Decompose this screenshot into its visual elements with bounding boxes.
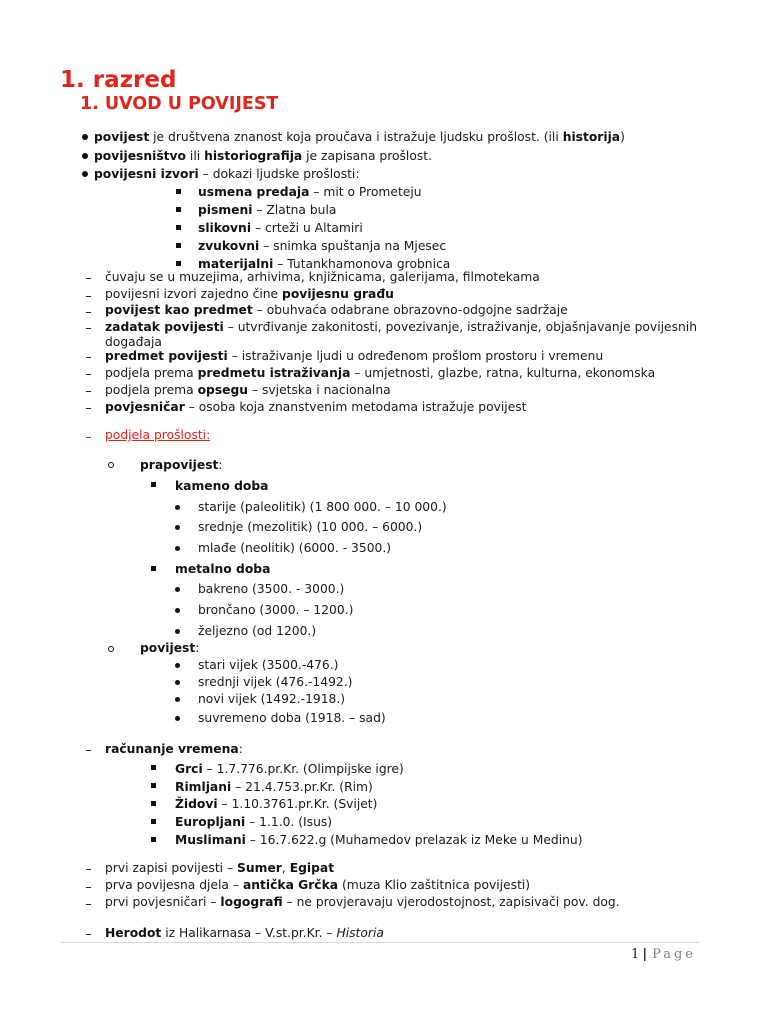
square-bullet-icon: [176, 207, 181, 212]
bullet-icon: [175, 525, 180, 530]
bullet-icon: [175, 629, 180, 634]
section-number: 1.: [80, 94, 99, 114]
dash-bullet-icon: [86, 357, 91, 358]
bullet-icon: [82, 153, 88, 159]
square-bullet-icon: [151, 783, 156, 788]
source-item-5: materijalni – Tutankhamonova grobnica: [198, 257, 451, 271]
stone-item-3: mlađe (neolitik) (6000. - 3500.): [198, 541, 392, 555]
dash-bullet-icon: [86, 904, 91, 905]
stone-item-2: srednje (mezolitik) (10 000. – 6000.): [198, 520, 423, 534]
dash-bullet-icon: [86, 328, 91, 329]
dash-bullet-icon: [86, 437, 91, 438]
bullet-icon: [82, 134, 88, 140]
intro-item-1: povijest je društvena znanost koja proučava i istražuje ljudsku prošlost. (ili historija): [82, 130, 625, 145]
metal-item-2: brončano (3000. – 1200.): [198, 603, 354, 617]
page-title: 1. razred: [60, 67, 177, 93]
dash-item-2: povijesni izvori zajedno čine povijesnu građu: [105, 287, 394, 301]
bullet-icon: [175, 716, 180, 721]
bullet-icon: [175, 587, 180, 592]
dash-item-4: zadatak povijesti – utvrđivanje zakonitosti, povezivanje, istraživanje, objašnjavanje povijesnih događaja: [105, 320, 698, 349]
dash-bullet-icon: [86, 934, 91, 935]
bullet-icon: [175, 697, 180, 702]
history-item-3: novi vijek (1492.-1918.): [198, 692, 346, 706]
intro-item-2: povijesništvo ili historiografija je zapisana prošlost.: [82, 149, 432, 164]
square-bullet-icon: [176, 261, 181, 266]
bullet-icon: [82, 171, 88, 177]
stone-age-label: kameno doba: [175, 479, 269, 493]
dash-bullet-icon: [86, 374, 91, 375]
dash-bullet-icon: [86, 278, 91, 279]
dash-bullet-icon: [86, 312, 91, 313]
square-bullet-icon: [151, 819, 156, 824]
square-bullet-icon: [151, 482, 156, 487]
intro-item-3: povijesni izvori – dokazi ljudske prošlosti:: [82, 167, 360, 182]
time-item-1: Grci – 1.7.776.pr.Kr. (Olimpijske igre): [175, 762, 404, 776]
square-bullet-icon: [176, 189, 181, 194]
section-title-text: UVOD U POVIJEST: [104, 94, 279, 114]
prehistory-label: prapovijest:: [140, 458, 223, 472]
dash-bullet-icon: [86, 296, 91, 297]
square-bullet-icon: [151, 837, 156, 842]
square-bullet-icon: [176, 225, 181, 230]
bullet-icon: [175, 546, 180, 551]
dash-bullet-icon: [86, 750, 91, 751]
source-item-4: zvukovni – snimka spuštanja na Mjesec: [198, 239, 447, 253]
dash-item-3: povijest kao predmet – obuhvaća odabrane obrazovno-odgojne sadržaje: [105, 303, 568, 317]
dash-item-1: čuvaju se u muzejima, arhivima, knjižnicama, galerijama, filmotekama: [105, 270, 540, 284]
history-item-2: srednji vijek (476.-1492.): [198, 675, 353, 689]
metal-age-label: metalno doba: [175, 562, 271, 576]
metal-item-3: željezno (od 1200.): [198, 624, 317, 638]
final-item-1: prvi zapisi povijesti – Sumer, Egipat: [105, 861, 335, 875]
time-item-4: Europljani – 1.1.0. (Isus): [175, 815, 333, 829]
history-label: povijest:: [140, 641, 200, 655]
circle-bullet-icon: [108, 462, 114, 468]
time-item-3: Židovi – 1.10.3761.pr.Kr. (Svijet): [175, 797, 378, 811]
page-footer: 1 | Page: [631, 947, 696, 962]
time-item-2: Rimljani – 21.4.753.pr.Kr. (Rim): [175, 780, 373, 794]
bullet-icon: [175, 608, 180, 613]
final-item-3: prvi povjesničari – logografi – ne provjeravaju vjerodostojnost, zapisivači pov. dog.: [105, 895, 620, 909]
page-label: Page: [652, 947, 696, 962]
dash-item-7: podjela prema opsegu – svjetska i nacionalna: [105, 383, 391, 397]
square-bullet-icon: [151, 801, 156, 806]
source-item-1: usmena predaja – mit o Prometeju: [198, 185, 422, 199]
bullet-icon: [175, 505, 180, 510]
time-title: računanje vremena:: [105, 742, 243, 756]
dash-item-5: predmet povijesti – istraživanje ljudi u određenom prošlom prostoru i vremenu: [105, 349, 604, 363]
dash-item-6: podjela prema predmetu istraživanja – umjetnosti, glazbe, ratna, kulturna, ekonomska: [105, 366, 656, 380]
metal-item-1: bakreno (3500. - 3000.): [198, 582, 345, 596]
final-item-2: prva povijesna djela – antička Grčka (muza Klio zaštitnica povijesti): [105, 878, 531, 892]
time-item-5: Muslimani – 16.7.622.g (Muhamedov prelazak iz Meke u Medinu): [175, 833, 583, 847]
footer-divider: [60, 942, 700, 943]
square-bullet-icon: [151, 765, 156, 770]
square-bullet-icon: [151, 566, 156, 571]
history-item-1: stari vijek (3500.-476.): [198, 658, 339, 672]
source-item-3: slikovni – crteži u Altamiri: [198, 221, 363, 235]
bullet-icon: [175, 663, 180, 668]
dash-bullet-icon: [86, 391, 91, 392]
periods-title: podjela prošlosti:: [105, 428, 211, 442]
dash-bullet-icon: [86, 408, 91, 409]
dash-bullet-icon: [86, 869, 91, 870]
bullet-icon: [175, 680, 180, 685]
dash-bullet-icon: [86, 887, 91, 888]
page-number: 1: [631, 947, 640, 962]
circle-bullet-icon: [108, 646, 114, 652]
square-bullet-icon: [176, 243, 181, 248]
final-item-4: Herodot iz Halikarnasa – V.st.pr.Kr. – Historia: [105, 926, 384, 940]
history-item-4: suvremeno doba (1918. – sad): [198, 711, 386, 725]
dash-item-8: povjesničar – osoba koja znanstvenim metodama istražuje povijest: [105, 400, 527, 414]
stone-item-1: starije (paleolitik) (1 800 000. – 10 000.): [198, 500, 447, 514]
source-item-2: pismeni – Zlatna bula: [198, 203, 337, 217]
section-title: [80, 93, 278, 115]
